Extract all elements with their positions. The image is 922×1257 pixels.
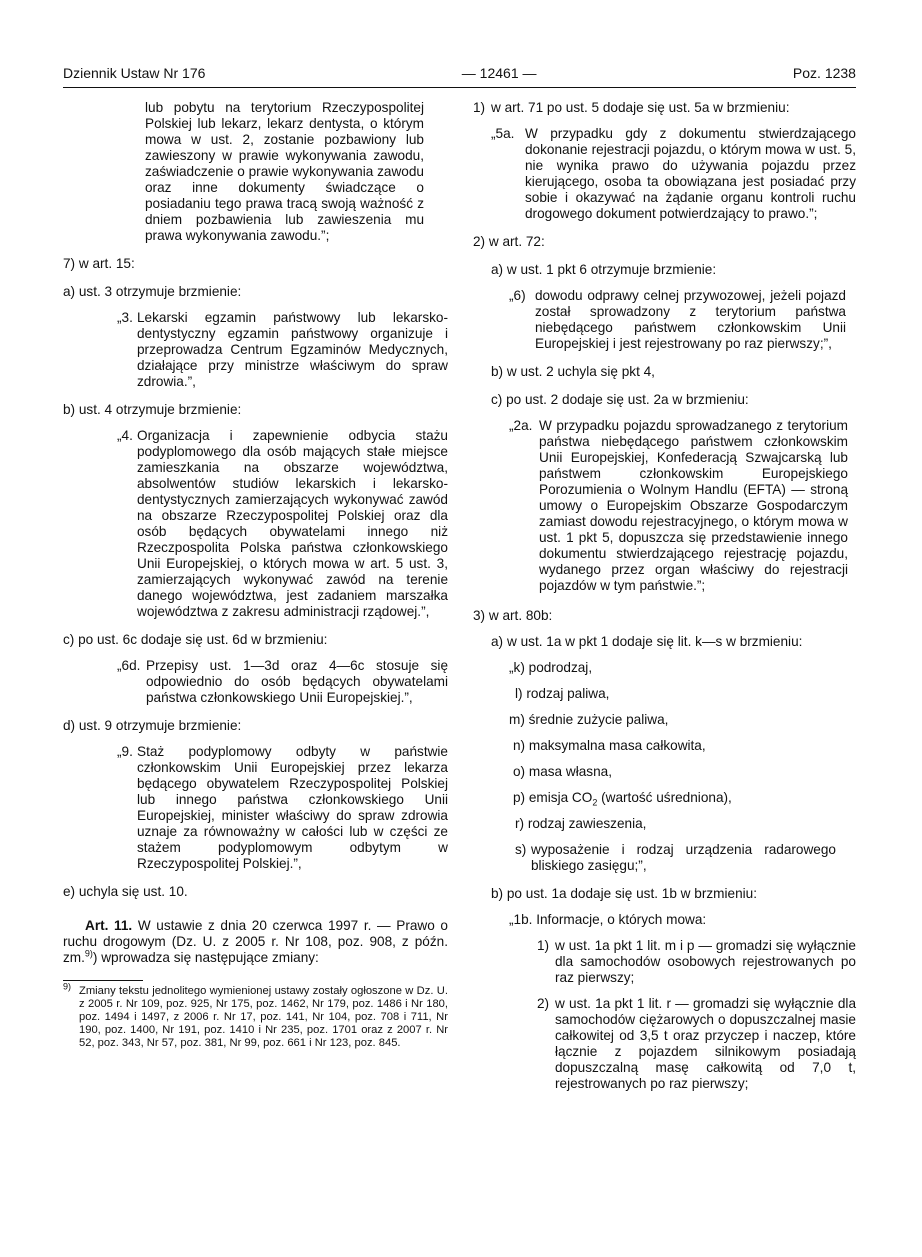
lit-r: r) rodzaj zawieszenia, — [515, 816, 647, 831]
quote-6-label: „6) — [509, 288, 526, 303]
quote-1b-point-1-text: w ust. 1a pkt 1 lit. m i p — gromadzi się wyłącznie dla samochodów osobowych rejestrowanych po raz pierwszy; — [555, 938, 856, 985]
item-2b-label: b) w ust. 2 uchyla się pkt 4, — [491, 364, 655, 379]
lit-s-label: s) — [515, 842, 527, 857]
lit-l: l) rodzaj paliwa, — [515, 686, 610, 701]
item-d-label: d) ust. 9 otrzymuje brzmienie: — [63, 718, 242, 733]
item-2a-label: a) w ust. 1 pkt 6 otrzymuje brzmienie: — [491, 262, 717, 277]
item-b-label: b) ust. 4 otrzymuje brzmienie: — [63, 402, 242, 417]
item-2c-label: c) po ust. 2 dodaje się ust. 2a w brzmieniu: — [491, 392, 749, 407]
item-7: 7) w art. 15: — [63, 256, 135, 271]
item-c-label: c) po ust. 6c dodaje się ust. 6d w brzmieniu: — [63, 632, 328, 647]
quote-6d — [117, 658, 448, 706]
item-e-label: e) uchyla się ust. 10. — [63, 884, 188, 899]
quote-2a — [509, 418, 856, 594]
item-1-label: 1) — [473, 100, 486, 115]
footnote-text: Zmiany tekstu jednolitego wymienionej ustawy zostały ogłoszone w Dz. U. z 2005 r. Nr 109, poz. 925, Nr 175, poz. 1462, Nr 179, poz. 1486 i Nr 180, poz. 1494 i 1497, z 2006 r. Nr 17, poz. 141, Nr 104, poz. 708 i 711, Nr 190, poz. 1400, Nr 191, poz. 1410 i Nr 235, poz. 1701 oraz z 2007 r. Nr 52, poz. 343, Nr 57, poz. 381, Nr 99, poz. 661 i Nr 123, poz. 845. — [79, 985, 448, 1049]
page-number: — 12461 — — [461, 65, 537, 81]
footnote-ref: 9) — [84, 948, 93, 959]
quote-2a-label: „2a. — [509, 418, 533, 433]
lit-s — [515, 842, 856, 874]
lit-p-subscript: 2 — [592, 797, 598, 808]
quote-6d-label: „6d. — [117, 658, 141, 673]
item-a-label: a) ust. 3 otrzymuje brzmienie: — [63, 284, 242, 299]
page-header — [63, 65, 856, 85]
article-11 — [63, 918, 448, 966]
item-3a-text: w ust. 1a w pkt 1 dodaje się lit. k—s w brzmieniu: — [507, 634, 803, 649]
left-column — [63, 100, 448, 1050]
quote-5a-label: „5a. — [491, 126, 515, 141]
item-1 — [473, 100, 856, 116]
item-3b-label: b) po ust. 1a dodaje się ust. 1b w brzmieniu: — [491, 886, 757, 901]
lit-p-text-b: (wartość uśredniona), — [597, 790, 732, 805]
quote-3 — [117, 310, 448, 390]
lit-k: „k) podrodzaj, — [509, 660, 593, 675]
quote-9-text: Staż podyplomowy odbyty w państwie członkowskim Unii Europejskiej przez lekarza będącego obywatelem Rzeczypospolitej Polskiej lub innego państwa członkowskiego Unii Europejskiej, minister właściwy do spraw zdrowia uznaje za równoważny w całości lub w części ze stażem podyplomowym odbytym w Rzeczypospolitej Polskiej.”, — [137, 744, 448, 871]
quote-4-text: Organizacja i zapewnienie odbycia stażu podyplomowego dla osób mających stałe miejsce zamieszkania na obszarze województwa, absolwentów studiów lekarskich i lekarsko-dentystycznych zamierzających wykonywać zawód na obszarze Rzeczypospolitej Polskiej oraz dla osób będących obywatelami innego niż Rzeczpospolita Polska państwa członkowskiego Unii Europejskiej, o których mowa w art. 5 ust. 3, zamierzających wykonywać zawód na terenie danego województwa, jest zadaniem marszałka województwa z zakresu administracji rządowej.”, — [137, 428, 448, 619]
footnote-9 — [63, 981, 448, 1050]
lit-p — [513, 790, 856, 806]
quote-1b-point-1 — [537, 938, 856, 986]
quote-4-label: „4. — [117, 428, 133, 443]
item-3a-label: a) — [491, 634, 504, 649]
quote-1b-point-1-label: 1) — [537, 938, 550, 953]
position-number: Poz. 1238 — [792, 65, 856, 81]
quote-3-text: Lekarski egzamin państwowy lub lekarsko-dentystyczny egzamin państwowy organizuje i przeprowadza Centrum Egzaminów Medycznych, działające przy ministrze właściwym do spraw zdrowia.”, — [137, 310, 448, 389]
item-1-text: w art. 71 po ust. 5 dodaje się ust. 5a w brzmieniu: — [491, 100, 790, 115]
quote-2a-text: W przypadku pojazdu sprowadzanego z terytorium państwa niebędącego państwem członkowskim Unii Europejskiej, Konfederacją Szwajcarską lub państwem członkowskim Europejskiego Porozumienia o Wolnym Handlu (EFTA) — stroną umowy o Europejskim Obszarze Gospodarczym zamiast dowodu rejestracyjnego, o którym mowa w ust. 1 pkt 5, dopuszcza się przedstawienie innego dokumentu stwierdzającego rejestrację pojazdu, wydanego przez organ właściwy do rejestracji pojazdów w tym państwie.”; — [539, 418, 848, 593]
quote-3-label: „3. — [117, 310, 133, 325]
article-11-text-b: ) wprowadza się następujące zmiany: — [92, 950, 319, 965]
quote-6d-text: Przepisy ust. 1—3d oraz 4—6c stosuje się odpowiednio do osób będących obywatelami państwa członkowskiego Unii Europejskiej.”, — [146, 658, 448, 705]
quote-5a — [491, 126, 856, 222]
article-11-number: Art. 11. — [85, 918, 133, 933]
article-11-text-a: W ustawie z dnia 20 czerwca 1997 r. — Prawo o ruchu drogowym (Dz. U. z 2005 r. Nr 108, poz. 908, z późn. zm. — [63, 918, 448, 965]
right-column — [473, 100, 856, 1092]
quote-4 — [117, 428, 448, 620]
lit-s-text: wyposażenie i rodzaj urządzenia radarowego bliskiego zasięgu;”, — [531, 842, 836, 873]
quote-1b-point-2 — [537, 996, 856, 1092]
footnote-mark: 9) — [63, 981, 72, 992]
item-3: 3) w art. 80b: — [473, 608, 553, 623]
lit-o: o) masa własna, — [513, 764, 612, 779]
quote-1b: „1b. Informacje, o których mowa: — [509, 912, 707, 927]
quote-6 — [509, 288, 856, 352]
header-rule — [63, 87, 856, 88]
lit-n: n) maksymalna masa całkowita, — [513, 738, 706, 753]
quote-1b-point-2-label: 2) — [537, 996, 550, 1011]
continued-quote: lub pobytu na terytorium Rzeczypospolitej Polskiej lub lekarz, lekarz dentysta, o którym mowa w ust. 2, zostanie pozbawiony lub zawieszony w prawie wykonywania zawodu, zaświadczenie o prawie wykonywania zawodu oraz inne dokumenty świadczące o posiadaniu tego prawa tracą swoją ważność z dniem pozbawienia lub zawieszenia mu prawa wykonywania zawodu.”; — [145, 100, 424, 243]
journal-title: Dziennik Ustaw Nr 176 — [63, 65, 206, 81]
lit-m: m) średnie zużycie paliwa, — [509, 712, 669, 727]
item-2: 2) w art. 72: — [473, 234, 545, 249]
quote-1b-point-2-text: w ust. 1a pkt 1 lit. r — gromadzi się wyłącznie dla samochodów ciężarowych o dopuszczalnej masie całkowitej od 3,5 t oraz przyczep i naczep, które łącznie z pojazdem silnikowym posiadają dopuszczalną masę całkowitą od 7,0 t, rejestrowanych po raz pierwszy; — [555, 996, 856, 1091]
lit-p-text: p) emisja CO — [513, 790, 593, 805]
item-3a — [491, 634, 856, 650]
quote-9 — [117, 744, 448, 872]
quote-9-label: „9. — [117, 744, 133, 759]
quote-5a-text: W przypadku gdy z dokumentu stwierdzającego dokonanie rejestracji pojazdu, o którym mowa w ust. 5, nie wynika prawo do używania pojazdu przez kierującego, osoba ta obowiązana jest posiadać przy sobie i okazywać na żądanie organu kontroli ruchu drogowego dokument potwierdzający to prawo.”; — [525, 126, 856, 221]
quote-6-text: dowodu odprawy celnej przywozowej, jeżeli pojazd został sprowadzony z terytorium państwa niebędącego państwem członkowskim Unii Europejskiej i jest rejestrowany po raz pierwszy;”, — [535, 288, 846, 351]
